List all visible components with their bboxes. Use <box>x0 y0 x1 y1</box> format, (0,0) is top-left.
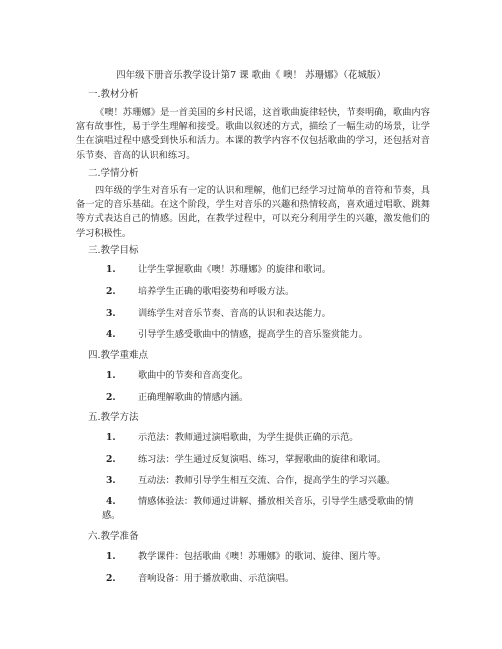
list-item <box>88 263 428 277</box>
list-item-text: 训练学生对音乐节奏、音高的认识和表达能力。 <box>138 308 331 319</box>
list-item <box>88 391 428 405</box>
list-item-number: 1. <box>106 370 116 381</box>
list-item-number: 3. <box>106 475 116 486</box>
list-item-text: 示范法：教师通过演唱歌曲，为学生提供正确的示范。 <box>138 432 359 443</box>
list-item-text: 培养学生正确的歌唱姿势和呼吸方法。 <box>138 286 295 297</box>
list-item-number: 2. <box>106 573 116 584</box>
list-item-text: 正确理解歌曲的情感内涵。 <box>138 392 249 403</box>
list-item-number: 3. <box>106 308 116 319</box>
list-item-text: 引导学生感受歌曲中的情感，提高学生的音乐鉴赏能力。 <box>138 329 368 340</box>
list-item-text: 情感体验法：教师通过讲解、播放相关音乐，引导学生感受歌曲的情 <box>138 496 414 507</box>
list-item-text: 让学生掌握歌曲《噢！苏珊娜》的旋律和歌词。 <box>138 264 331 275</box>
list-item-text: 教学课件：包括歌曲《噢！苏珊娜》的歌词、旋律、图片等。 <box>138 551 387 562</box>
list-item-number: 2. <box>106 286 116 297</box>
list-item-number: 4. <box>106 496 116 507</box>
list-item-text: 音响设备：用于播放歌曲、示范演唱。 <box>138 573 295 584</box>
list-item-number: 4. <box>106 329 116 340</box>
section-heading-teaching-goals: 三.教学目标 <box>88 245 139 256</box>
section-heading-preparation: 六.教学准备 <box>88 531 139 542</box>
list-item <box>88 495 428 509</box>
list-item-number: 2. <box>106 454 116 465</box>
list-item <box>88 453 428 467</box>
list-item <box>88 328 428 342</box>
list-item-number: 1. <box>106 432 116 443</box>
list-item <box>88 307 428 321</box>
list-item <box>88 431 428 445</box>
list-item-number: 1. <box>106 551 116 562</box>
section-heading-student-analysis: 二.学情分析 <box>88 168 139 179</box>
document-title: 四年级下册音乐教学设计第7 课 歌曲《 噢！ 苏珊娜》（花城版） <box>116 70 386 81</box>
list-item-number: 1. <box>106 264 116 275</box>
list-item <box>88 285 428 299</box>
list-item <box>88 572 428 586</box>
section-heading-key-points: 四.教学重难点 <box>88 350 149 361</box>
list-item-text: 歌曲中的节奏和音高变化。 <box>138 370 249 381</box>
list-item-continuation: 感。 <box>102 510 121 521</box>
list-item-number: 2. <box>106 392 116 403</box>
list-item <box>88 369 428 383</box>
list-item <box>88 474 428 488</box>
list-item <box>88 550 428 564</box>
section-heading-teaching-material: 一.教材分析 <box>88 89 139 100</box>
section-heading-teaching-methods: 五.教学方法 <box>88 412 139 423</box>
list-item-text: 互动法：教师引导学生相互交流、合作，提高学生的学习兴趣。 <box>138 475 396 486</box>
section-paragraph-student-analysis: 四年级的学生对音乐有一定的认识和理解，他们已经学习过简单的音符和节奏，具备一定的音乐基础。在这个阶段，学生对音乐的兴趣和热情较高，喜欢通过唱歌、跳舞等方式表达自己的情感。因此，在教学过程中，可以充分利用学生的兴趣，激发他们的学习积极性。 <box>76 185 430 239</box>
list-item-text: 练习法：学生通过反复演唱、练习，掌握歌曲的旋律和歌词。 <box>138 454 387 465</box>
section-paragraph-teaching-material: 《噢！苏珊娜》是一首美国的乡村民谣，这首歌曲旋律轻快，节奏明确，歌曲内容富有故事性，易于学生理解和接受。歌曲以叙述的方式，描绘了一幅生动的场景，让学生在演唱过程中感受到快乐和活力。本课的教学内容不仅包括歌曲的学习，还包括对音乐节奏、音高的认识和练习。 <box>76 107 430 161</box>
